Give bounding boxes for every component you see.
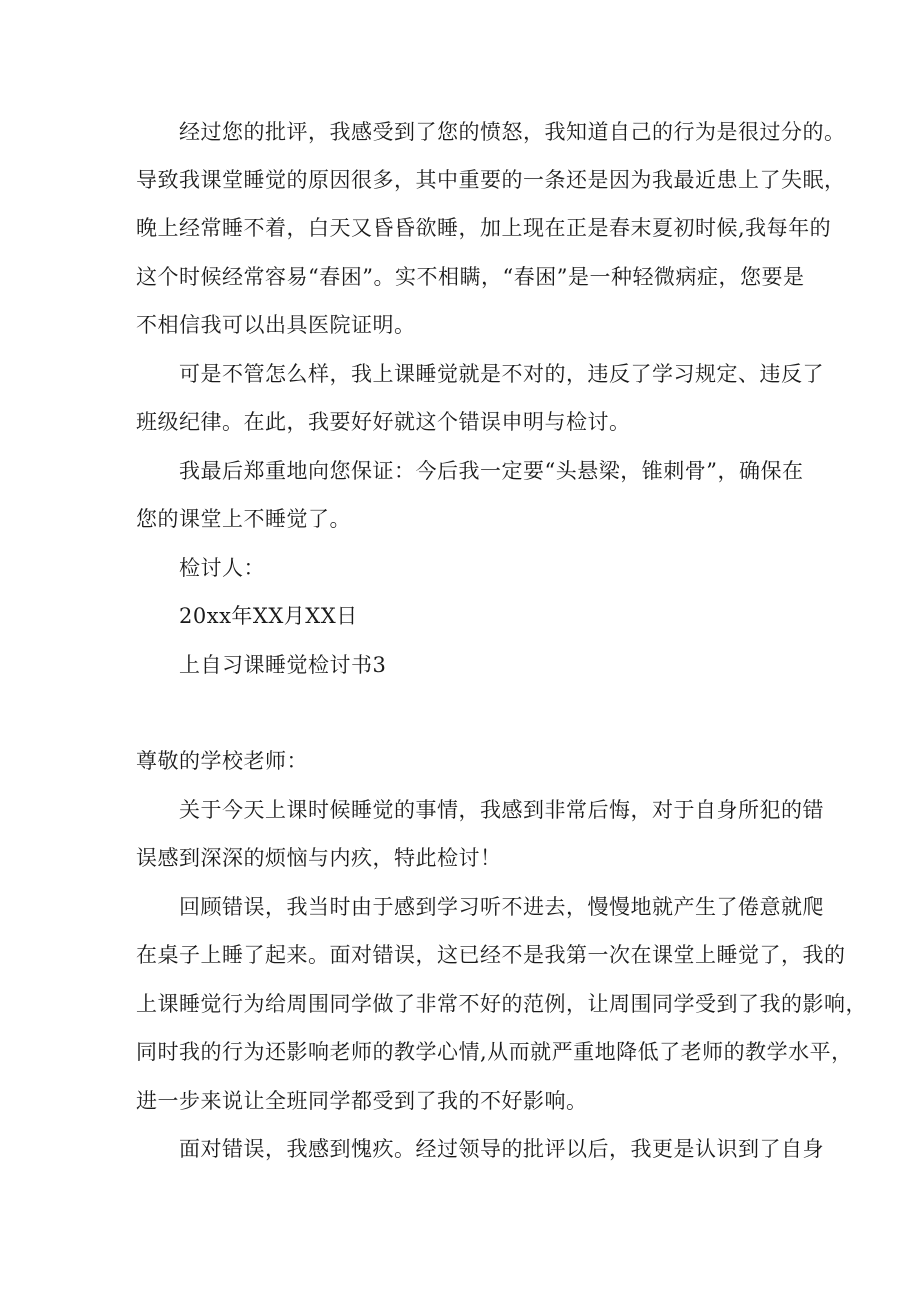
body-paragraph-2-line-3: 上课睡觉行为给周围同学做了非常不好的范例，让周围同学受到了我的影响， bbox=[136, 992, 867, 1016]
body-paragraph-3-line-1: 面对错误，我感到愧疚。经过领导的批评以后，我更是认识到了自身 bbox=[179, 1137, 824, 1161]
body-paragraph-2-line-5: 进一步来说让全班同学都受到了我的不好影响。 bbox=[136, 1089, 588, 1113]
paragraph-3-line-2: 您的课堂上不睡觉了。 bbox=[136, 507, 351, 531]
paragraph-1-line-3: 晚上经常睡不着，白天又昏昏欲睡，加上现在正是春末夏初时候,我每年的 bbox=[136, 216, 832, 240]
salutation: 尊敬的学校老师： bbox=[136, 749, 308, 773]
section-title: 上自习课睡觉检讨书3 bbox=[179, 653, 387, 677]
signature-label: 检讨人： bbox=[179, 556, 265, 580]
paragraph-2-line-2: 班级纪律。在此，我要好好就这个错误申明与检讨。 bbox=[136, 410, 631, 434]
paragraph-3-line-1: 我最后郑重地向您保证：今后我一定要“头悬梁，锥刺骨”，确保在 bbox=[179, 459, 804, 483]
paragraph-1-line-5: 不相信我可以出具医院证明。 bbox=[136, 313, 416, 337]
body-paragraph-1-line-1: 关于今天上课时候睡觉的事情，我感到非常后悔，对于自身所犯的错 bbox=[179, 798, 824, 822]
body-paragraph-1-line-2: 误感到深深的烦恼与内疚，特此检讨！ bbox=[136, 846, 502, 870]
body-paragraph-2-line-2: 在桌子上睡了起来。面对错误，这已经不是我第一次在课堂上睡觉了，我的 bbox=[136, 943, 846, 967]
document-date: 20xx年XX月XX日 bbox=[179, 604, 358, 628]
paragraph-1-line-1: 经过您的批评，我感受到了您的愤怒，我知道自己的行为是很过分的。 bbox=[179, 120, 846, 144]
paragraph-1-line-2: 导致我课堂睡觉的原因很多，其中重要的一条还是因为我最近患上了失眠， bbox=[136, 168, 846, 192]
body-paragraph-2-line-1: 回顾错误，我当时由于感到学习听不进去，慢慢地就产生了倦意就爬 bbox=[179, 895, 824, 919]
paragraph-2-line-1: 可是不管怎么样，我上课睡觉就是不对的，违反了学习规定、违反了 bbox=[179, 362, 824, 386]
paragraph-1-line-4: 这个时候经常容易“春困”。实不相瞒，“春困”是一种轻微病症，您要是 bbox=[136, 265, 805, 289]
body-paragraph-2-line-4: 同时我的行为还影响老师的教学心情,从而就严重地降低了老师的教学水平， bbox=[136, 1040, 853, 1064]
